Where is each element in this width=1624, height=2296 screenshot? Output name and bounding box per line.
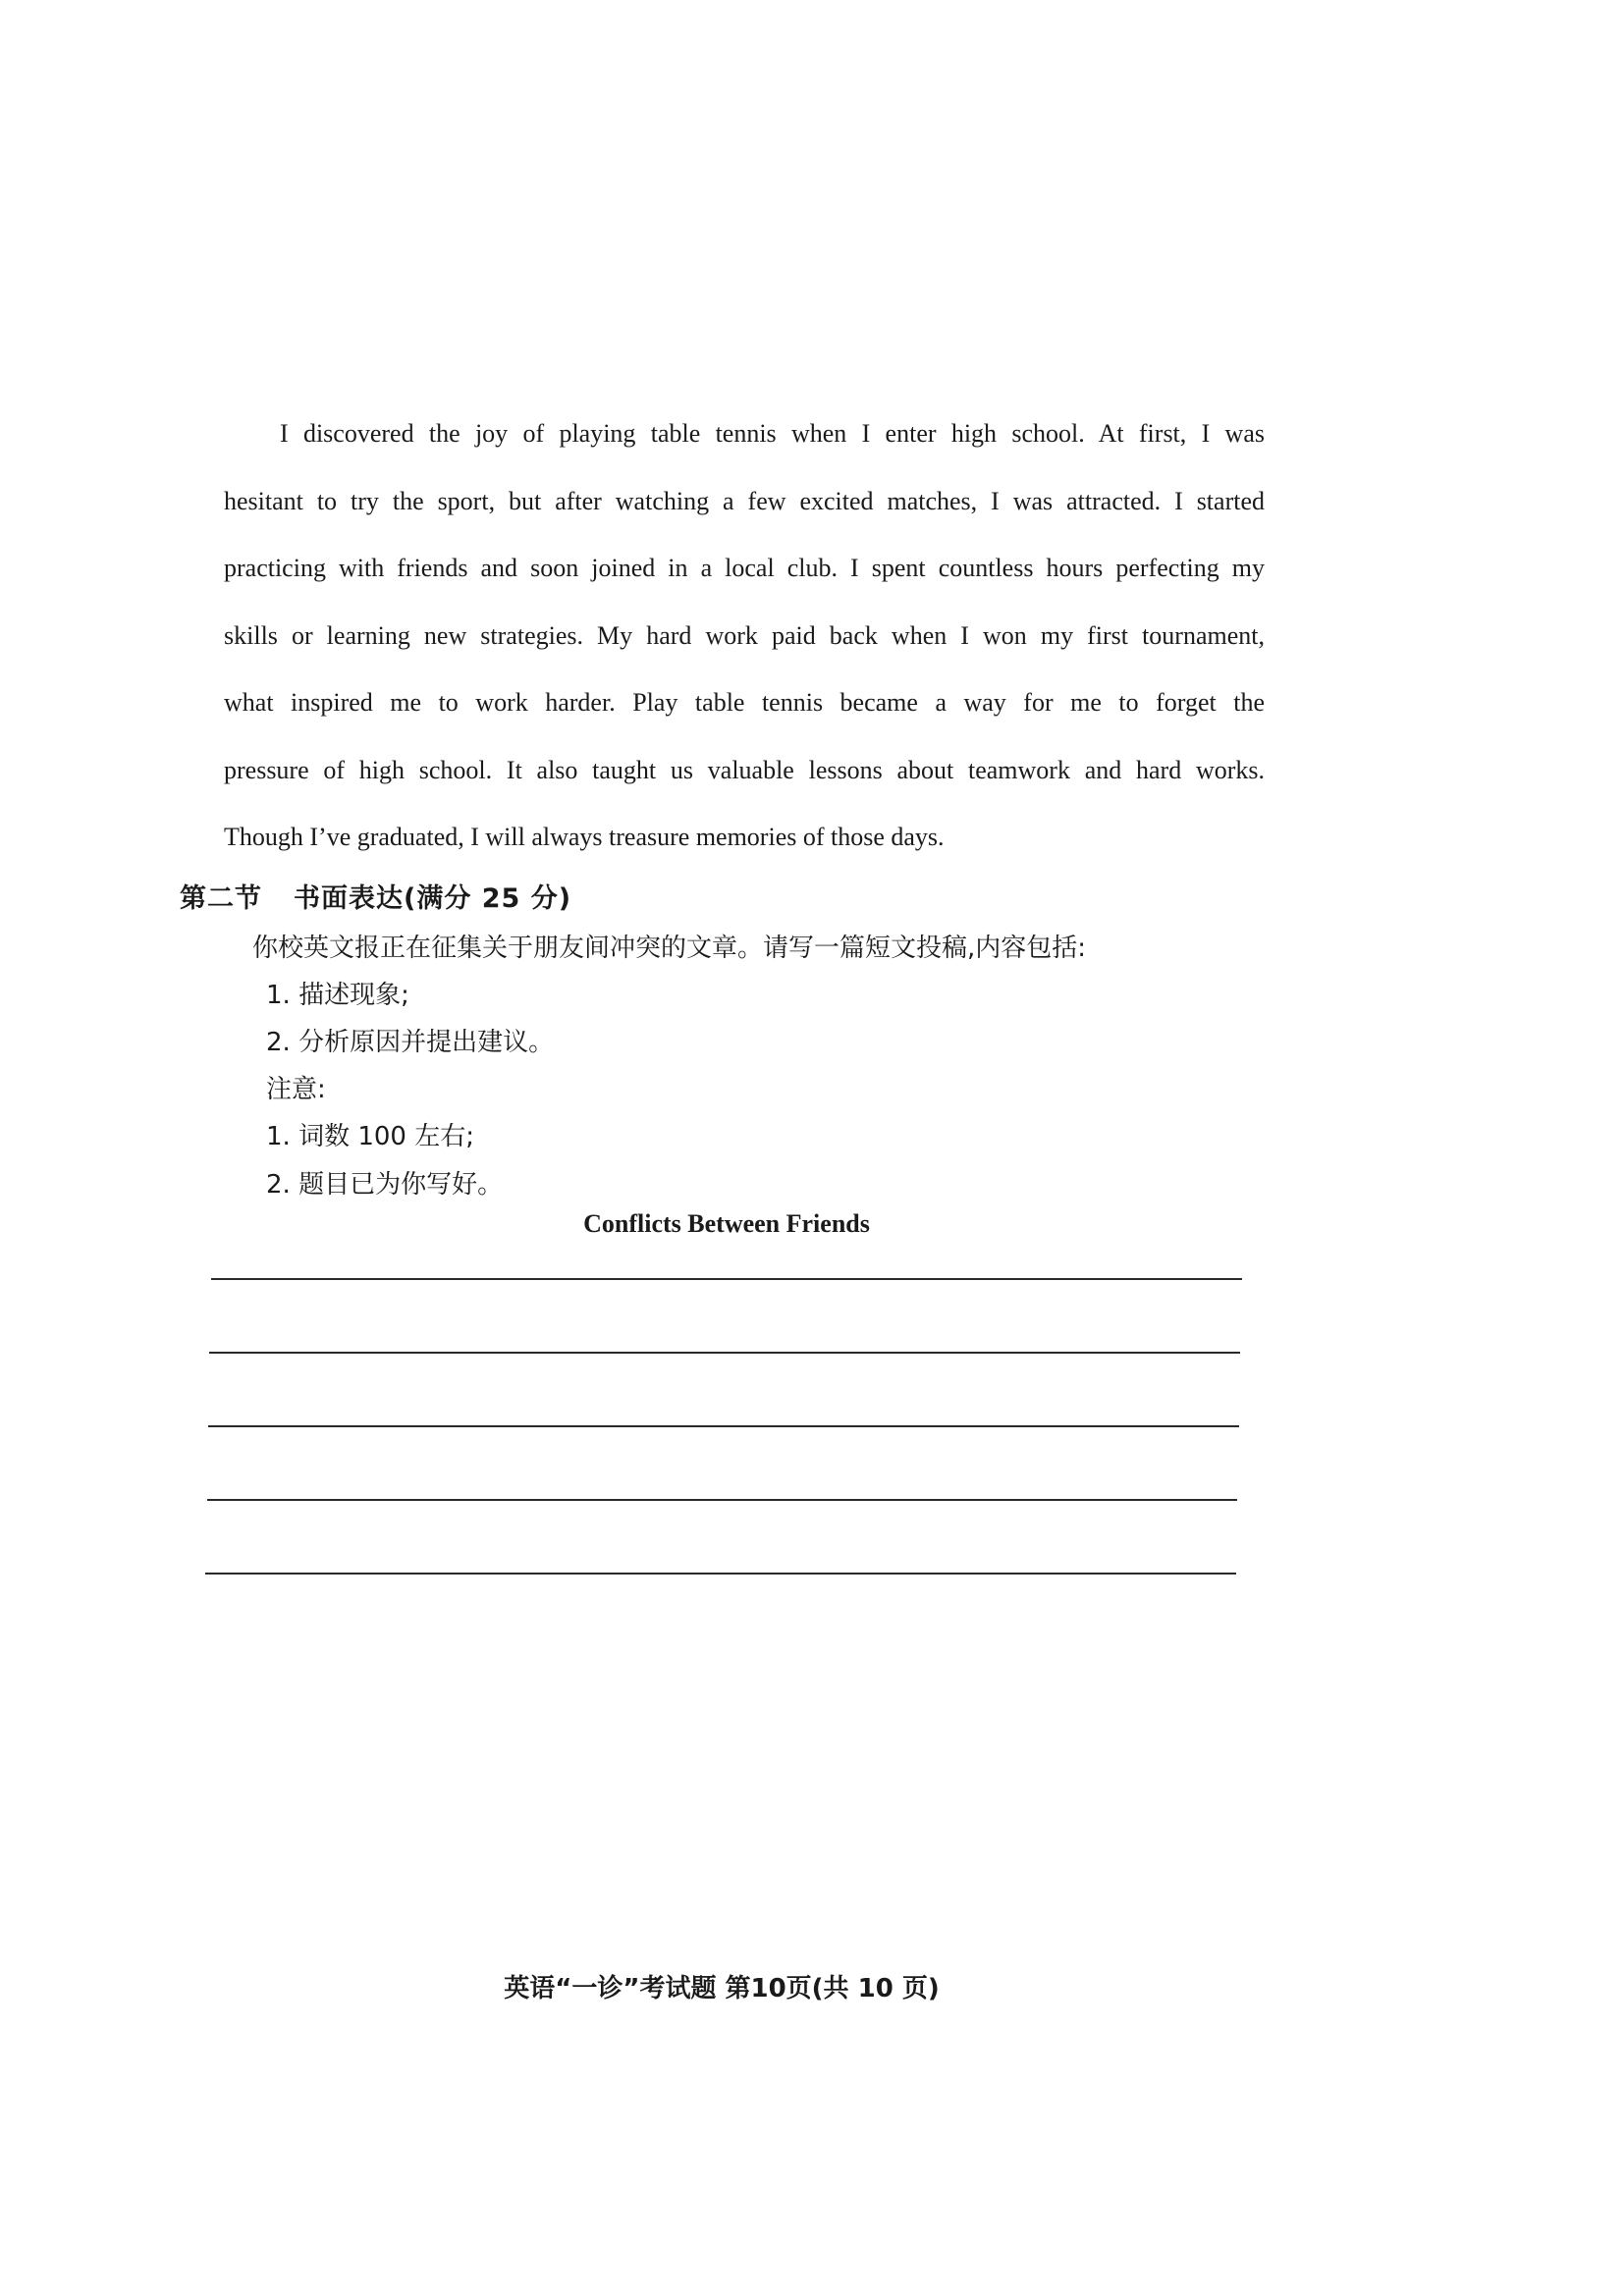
passage-line: pressure of high school. It also taught us valuable lessons about teamwork and hard works.	[224, 755, 1265, 784]
correction-passage	[224, 400, 1265, 872]
prompt-item: 2. 分析原因并提出建议。	[266, 1028, 555, 1057]
writing-line[interactable]	[209, 1352, 1240, 1354]
prompt-item: 1. 描述现象;	[266, 981, 409, 1010]
writing-line[interactable]	[207, 1499, 1237, 1501]
section-label: 第二节	[180, 883, 262, 914]
note-item: 1. 词数 100 左右;	[266, 1122, 474, 1151]
writing-line[interactable]	[211, 1278, 1242, 1280]
writing-prompt: 你校英文报正在征集关于朋友间冲突的文章。请写一篇短文投稿,内容包括:	[252, 934, 1087, 963]
section-title: 书面表达(满分 25 分)	[294, 883, 572, 914]
passage-line: I discovered the joy of playing table tennis when I enter high school. At first, I was	[280, 419, 1265, 448]
note-item: 2. 题目已为你写好。	[266, 1170, 504, 1200]
essay-title: Conflicts Between Friends	[583, 1209, 870, 1238]
writing-line[interactable]	[208, 1425, 1239, 1427]
passage-line: practicing with friends and soon joined in a local club. I spent countless hours perfecting my	[224, 554, 1265, 582]
section-heading	[180, 877, 571, 915]
passage-line: skills or learning new strategies. My hard work paid back when I won my first tournament,	[224, 620, 1265, 650]
passage-line: hesitant to try the sport, but after watching a few excited matches, I was attracted. I started	[224, 486, 1265, 515]
writing-line[interactable]	[205, 1573, 1236, 1575]
note-label: 注意:	[266, 1075, 326, 1104]
passage-line: what inspired me to work harder. Play table tennis became a way for me to forget the	[224, 688, 1265, 717]
passage-line: Though I’ve graduated, I will always treasure memories of those days.	[224, 823, 945, 851]
page-footer: 英语“一诊”考试题 第10页(共 10 页)	[504, 1974, 940, 2003]
